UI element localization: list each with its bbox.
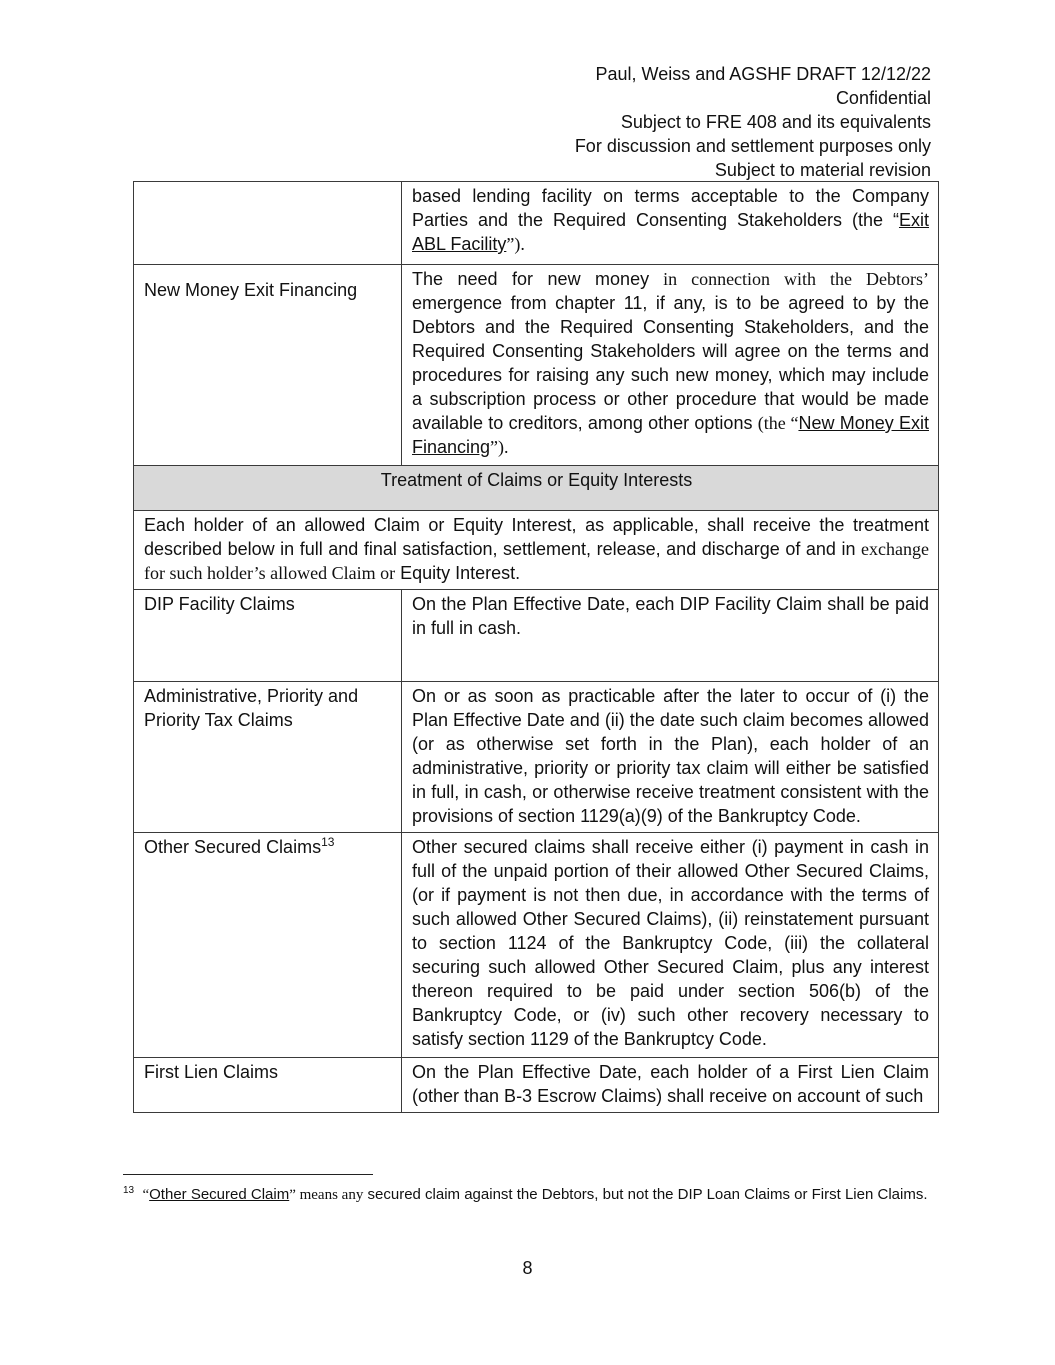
draft-header (575, 62, 931, 182)
row-exit-abl-label (134, 182, 402, 265)
dip-body: On the Plan Effective Date, each DIP Facility Claim shall be paid in full in cash. (402, 590, 939, 682)
new-money-defined-term: New Money Exit Financing (412, 413, 929, 457)
dip-label: DIP Facility Claims (134, 590, 402, 682)
admin-label: Administrative, Priority and Priority Tax Claims (134, 682, 402, 833)
footnote-separator (123, 1174, 373, 1175)
exit-abl-close: ”). (506, 234, 525, 254)
footnote-ref-13[interactable]: 13 (321, 835, 335, 849)
footnote-number: 13 (123, 1185, 135, 1196)
footnote-defined-term: Other Secured Claim (149, 1186, 290, 1203)
row-exit-abl (134, 182, 939, 265)
exit-abl-text: based lending facility on terms acceptable to the Company Parties and the Required Consenting Stakeholders (the “ (412, 186, 929, 230)
header-line-draft: Paul, Weiss and AGSHF DRAFT 12/12/22 (595, 64, 931, 84)
row-other-secured (134, 833, 939, 1058)
row-section-header (134, 466, 939, 511)
row-exit-abl-body (402, 182, 939, 265)
footnote-open-quote: “ (142, 1187, 150, 1203)
row-dip (134, 590, 939, 682)
first-lien-body: On the Plan Effective Date, each holder of a First Lien Claim (other than B-3 Escrow Claims) shall receive on account of such (402, 1058, 939, 1113)
intro-paragraph (134, 511, 939, 590)
new-money-text-2: in connection with the Debtors’ (649, 269, 929, 289)
header-line-confidential: Confidential (835, 88, 931, 108)
section-header-treatment: Treatment of Claims or Equity Interests (134, 466, 939, 511)
intro-text-3: Equity Interest. (395, 563, 521, 583)
header-line-revision: Subject to material revision (714, 160, 931, 180)
header-line-purposes: For discussion and settlement purposes only (574, 136, 931, 156)
row-new-money (134, 265, 939, 466)
first-lien-label: First Lien Claims (134, 1058, 402, 1113)
new-money-close: ”). (490, 437, 509, 457)
term-sheet-table (133, 181, 939, 1113)
header-line-fre: Subject to FRE 408 and its equivalents (620, 112, 931, 132)
new-money-text-3: emergence from chapter 11, if any, is to be agreed to by the Debtors and the Required Consenting Stakeholders, and the Required Consenting Stakeholders will agree on the terms and procedures for raising any such new money, which may include a subscription process or other procedure that would be made available to creditors, among other options (412, 293, 929, 433)
row-new-money-body (402, 265, 939, 466)
page-number: 8 (522, 1258, 533, 1278)
exit-abl-defined-term: Exit ABL Facility (412, 210, 929, 254)
row-intro (134, 511, 939, 590)
new-money-text-4: (the “ (757, 413, 799, 433)
other-secured-body: Other secured claims shall receive either (i) payment in cash in full of the unpaid portion of their allowed Other Secured Claims, (or if payment is not then due, in accordance with the terms of such allowed Other Secured Claims), (ii) reinstatement pursuant to section 1124 of the Bankruptcy Code, (iii) the collateral securing such allowed Other Secured Claim, plus any interest thereon required to be paid under section 506(b) of the Bankruptcy Code, or (iv) such other recovery necessary to satisfy section 1129 of the Bankruptcy Code. (402, 833, 939, 1058)
new-money-label: New Money Exit Financing (134, 265, 402, 466)
other-secured-label: Other Secured Claims (144, 837, 322, 857)
admin-body: On or as soon as practicable after the later to occur of (i) the Plan Effective Date and (ii) the date such claim becomes allowed (or as otherwise set forth in the Plan), each holder of an administrative, priority or priority tax claim will either be satisfied in full, in cash, or otherwise receive treatment consistent with the provisions of section 1129(a)(9) of the Bankruptcy Code. (402, 682, 939, 833)
intro-text-2: exchange for such holder’s allowed Claim or (144, 539, 929, 583)
row-first-lien (134, 1058, 939, 1113)
footnote-text: secured claim against the Debtors, but not the DIP Loan Claims or First Lien Claims. (363, 1186, 928, 1203)
row-admin (134, 682, 939, 833)
intro-text-1: Each holder of an allowed Claim or Equity Interest, as applicable, shall receive the treatment described below in full and final satisfaction, settlement, release, and discharge of and in (144, 515, 929, 559)
other-secured-label-cell (134, 833, 402, 1058)
footnote-13 (123, 1185, 931, 1205)
new-money-text-1: The need for new money (412, 269, 650, 289)
footnote-means: ” means any (289, 1187, 364, 1203)
